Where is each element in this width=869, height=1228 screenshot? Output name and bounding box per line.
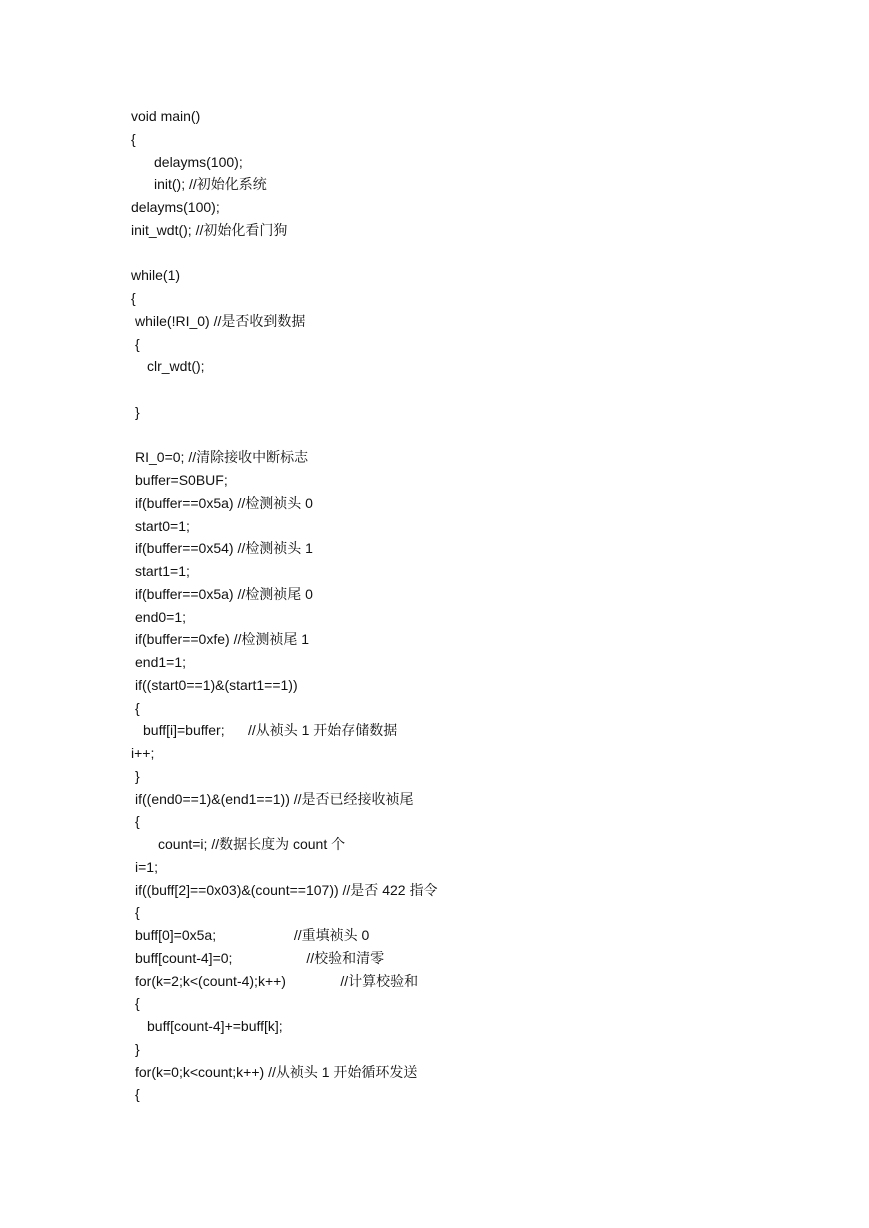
code-line: while(!RI_0) //是否收到数据: [135, 312, 306, 329]
code-line: buffer=S0BUF;: [135, 472, 228, 488]
code-line: RI_0=0; //清除接收中断标志: [135, 449, 309, 466]
code-line: {: [135, 335, 140, 352]
code-line: start1=1;: [135, 563, 190, 579]
code-line: end1=1;: [135, 654, 186, 670]
code-line: i=1;: [135, 858, 158, 875]
code-line: {: [135, 904, 140, 921]
code-line: }: [135, 1040, 140, 1057]
code-line: buff[i]=buffer; //从祯头 1 开始存储数据: [143, 722, 398, 739]
code-line: init_wdt(); //初始化看门狗: [131, 221, 288, 238]
code-line: }: [135, 767, 140, 784]
code-line: {: [131, 290, 136, 306]
code-line: delayms(100);: [154, 153, 243, 170]
code-line: }: [135, 403, 140, 420]
code-line: clr_wdt();: [147, 358, 205, 375]
code-line: if((end0==1)&(end1==1)) //是否已经接收祯尾: [135, 790, 414, 807]
code-line: {: [135, 699, 140, 716]
code-line: if(buffer==0x54) //检测祯头 1: [135, 540, 313, 557]
code-line: while(1): [131, 267, 181, 284]
code-line: if(buffer==0xfe) //检测祯尾 1: [135, 631, 310, 648]
code-line: {: [135, 1086, 140, 1103]
code-line: if(buffer==0x5a) //检测祯尾 0: [135, 585, 313, 602]
code-line: buff[count-4]+=buff[k];: [147, 1018, 283, 1034]
code-line: i++;: [131, 745, 155, 761]
code-line: for(k=2;k<(count-4);k++) //计算校验和: [135, 972, 419, 989]
code-line: count=i; //数据长度为 count 个: [158, 836, 346, 852]
code-line: delayms(100);: [131, 199, 220, 215]
code-line: for(k=0;k<count;k++) //从祯头 1 开始循环发送: [135, 1063, 418, 1080]
code-line: init(); //初始化系统: [154, 176, 267, 193]
code-line: end0=1;: [135, 608, 186, 625]
code-line: {: [131, 130, 136, 147]
code-line: buff[count-4]=0; //校验和清零: [135, 949, 385, 966]
code-line: start0=1;: [135, 517, 190, 534]
code-line: {: [135, 813, 140, 830]
code-line: if((buff[2]==0x03)&(count==107)) //是否 422 指令: [135, 881, 438, 898]
code-line: if(buffer==0x5a) //检测祯头 0: [135, 494, 313, 511]
code-line: void main(): [131, 108, 201, 124]
code-line: {: [135, 995, 140, 1012]
code-line: if((start0==1)&(start1==1)): [135, 676, 298, 693]
code-line: buff[0]=0x5a; //重填祯头 0: [135, 927, 370, 943]
